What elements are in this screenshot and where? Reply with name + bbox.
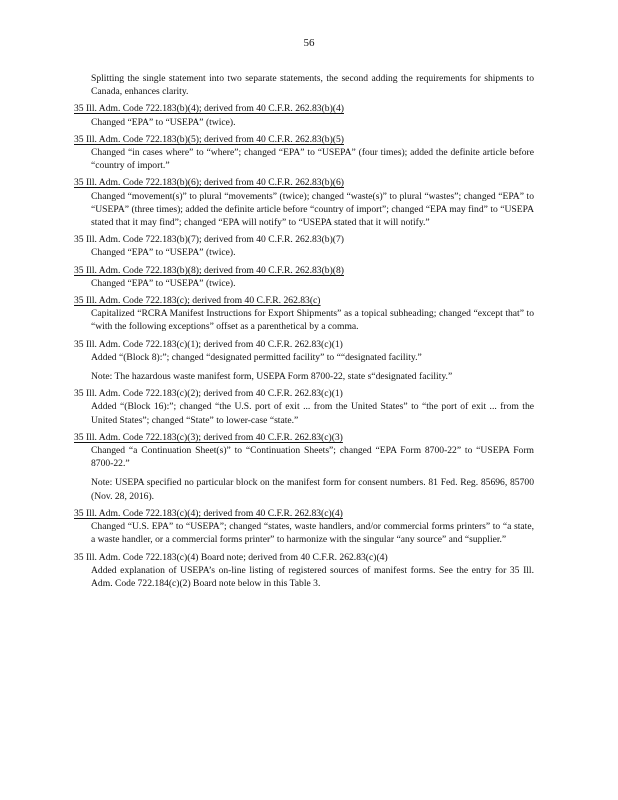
table-entry <box>74 133 534 173</box>
entry-description: Added “(Block 16):”; changed “the U.S. port of exit ... from the United States” to “the port of exit ... from the United States”; changed “State” to lower-case “state.” <box>91 401 534 426</box>
table-entry <box>74 176 534 229</box>
document-body <box>74 72 534 594</box>
entry-citation: 35 Ill. Adm. Code 722.183(c); derived from 40 C.F.R. 262.83(c) <box>74 295 321 307</box>
entry-description: Changed “movement(s)” to plural “movements” (twice); changed “waste(s)” to plural “wastes”; changed “EPA” to “USEPA” (three times); added the definite article before “country of import”; changed “EPA may find” to “USEPA stated that it may find”; changed “EPA will notify” to “USEPA stated that it will notify.” <box>91 190 534 229</box>
table-entry <box>74 233 534 259</box>
entry-description: Changed “U.S. EPA” to “USEPA”; changed “states, waste handlers, and/or commercial forms printers” to “a state, a waste handler, or a commercial forms printer” to harmonize with the singular “any source” and “supplier.” <box>91 521 534 546</box>
entry-description: Changed “EPA” to “USEPA” (twice). <box>91 247 236 259</box>
entry-citation: 35 Ill. Adm. Code 722.183(c)(1); derived from 40 C.F.R. 262.83(c)(1) <box>74 338 343 350</box>
entry-description: Added explanation of USEPA’s on-line listing of registered sources of manifest forms. See the entry for 35 Ill. Adm. Code 722.184(c)(2) Board note below in this Table 3. <box>91 564 534 589</box>
entry-citation: 35 Ill. Adm. Code 722.183(b)(5); derived from 40 C.F.R. 262.83(b)(5) <box>74 133 344 145</box>
table-entry <box>74 294 534 334</box>
entry-description: Changed “in cases where” to “where”; changed “EPA” to “USEPA” (four times); added the definite article before “country of import.” <box>91 147 534 172</box>
entry-citation: 35 Ill. Adm. Code 722.183(b)(8); derived from 40 C.F.R. 262.83(b)(8) <box>74 264 344 276</box>
table-entry <box>74 551 534 591</box>
table-entry <box>74 338 534 384</box>
entry-note: Note: USEPA specified no particular block on the manifest form for consent numbers. 81 Fed. Reg. 85696, 85700 (Nov. 28, 2016). <box>91 477 534 502</box>
table-entry <box>74 387 534 427</box>
table-entry <box>74 431 534 503</box>
entry-citation: 35 Ill. Adm. Code 722.183(b)(6); derived from 40 C.F.R. 262.83(b)(6) <box>74 177 344 189</box>
entry-description: Added “(Block 8):”; changed “designated permitted facility” to ““designated facility.” <box>91 351 422 363</box>
table-entry <box>74 507 534 547</box>
entry-description: Capitalized “RCRA Manifest Instructions for Export Shipments” as a topical subheading; changed “except that” to “with the following exceptions” offset as a parenthetical by a comma. <box>91 308 534 333</box>
intro-paragraph: Splitting the single statement into two separate statements, the second adding the requirements for shipments to Canada, enhances clarity. <box>91 73 534 98</box>
entry-citation: 35 Ill. Adm. Code 722.183(c)(4) Board note; derived from 40 C.F.R. 262.83(c)(4) <box>74 551 388 563</box>
entry-description: Changed “EPA” to “USEPA” (twice). <box>91 277 236 289</box>
entries-list <box>74 102 534 590</box>
table-entry <box>74 264 534 290</box>
entry-note: Note: The hazardous waste manifest form, USEPA Form 8700-22, state s“designated facility.” <box>91 371 453 383</box>
entry-citation: 35 Ill. Adm. Code 722.183(b)(7); derived from 40 C.F.R. 262.83(b)(7) <box>74 234 344 246</box>
entry-citation: 35 Ill. Adm. Code 722.183(c)(2); derived from 40 C.F.R. 262.83(c)(1) <box>74 388 343 400</box>
entry-description: Changed “EPA” to “USEPA” (twice). <box>91 116 236 128</box>
entry-description: Changed “a Continuation Sheet(s)” to “Continuation Sheets”; changed “EPA Form 8700-22” to “USEPA Form 8700-22.” <box>91 445 534 470</box>
entry-citation: 35 Ill. Adm. Code 722.183(c)(3); derived from 40 C.F.R. 262.83(c)(3) <box>74 431 343 443</box>
entry-citation: 35 Ill. Adm. Code 722.183(c)(4); derived from 40 C.F.R. 262.83(c)(4) <box>74 507 343 519</box>
entry-citation: 35 Ill. Adm. Code 722.183(b)(4); derived from 40 C.F.R. 262.83(b)(4) <box>74 103 344 115</box>
table-entry <box>74 102 534 128</box>
page-number: 56 <box>303 37 315 49</box>
